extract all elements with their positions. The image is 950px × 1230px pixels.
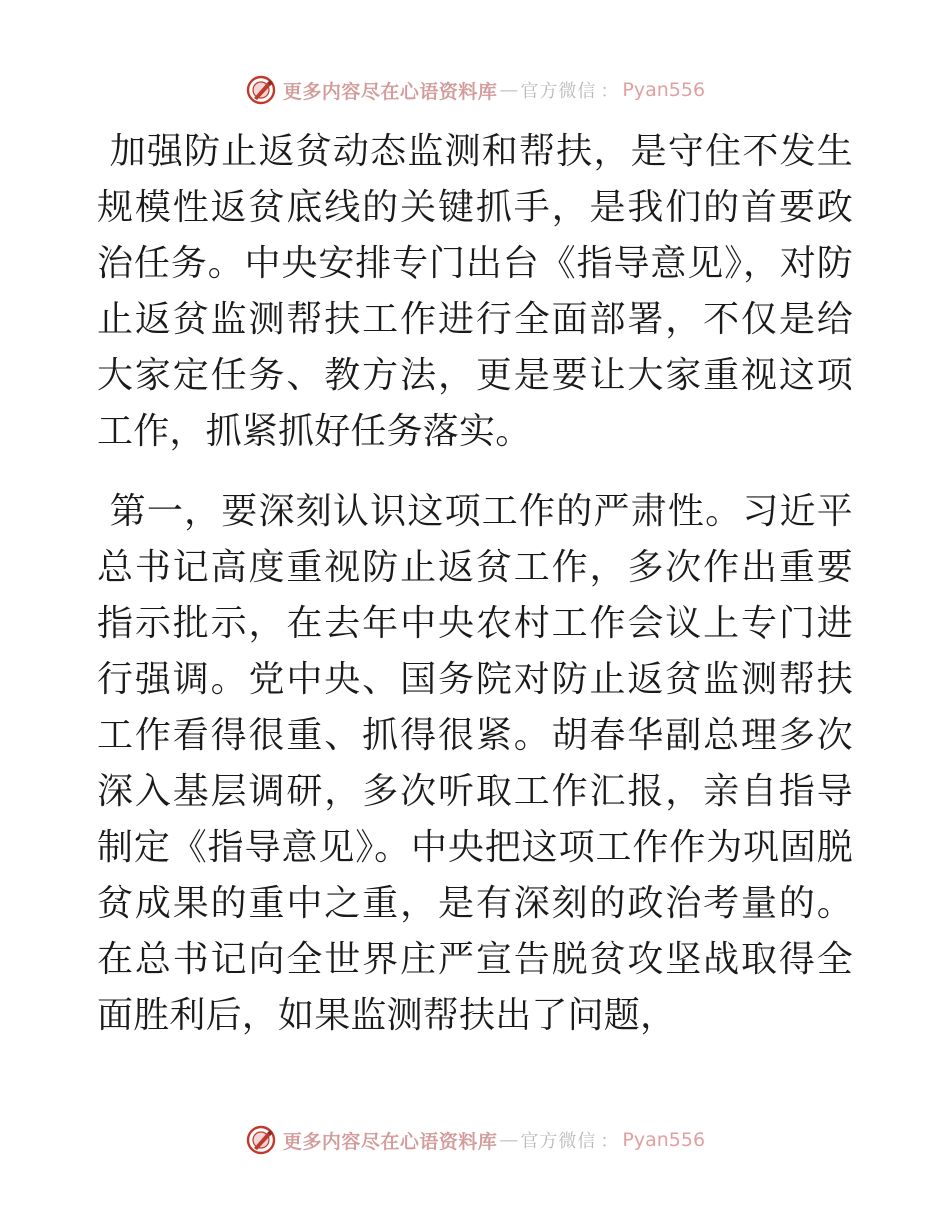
footer-official-label: 官方微信 bbox=[520, 1131, 597, 1152]
paragraph-2: 第一，要深刻认识这项工作的严肃性。习近平总书记高度重视防止返贫工作，多次作出重要指示批示，在去年中央农村工作会议上专门进行强调。党中央、国务院对防止返贫监测帮扶工作看得很重、抓得很紧。胡春华副总理多次深入基层调研，多次听取工作汇报，亲自指导制定《指导意见》。中央把这项工作作为巩固脱贫成果的重中之重，是有深刻的政治考量的。在总书记向全世界庄严宣告脱贫攻坚战取得全面胜利后，如果监测帮扶出了问题， bbox=[97, 491, 853, 1036]
header-dash: — bbox=[499, 79, 519, 101]
header-brand-text: 更多内容尽在心语资料库 bbox=[282, 80, 498, 103]
document-body bbox=[97, 124, 853, 1044]
footer-dash: — bbox=[499, 1129, 519, 1151]
paragraph-1: 加强防止返贫动态监测和帮扶，是守住不发生规模性返贫底线的关键抓手，是我们的首要政治任务。中央安排专门出台《指导意见》，对防止返贫监测帮扶工作进行全面部署，不仅是给大家定任务、教方法，更是要让大家重视这项工作，抓紧抓好任务落实。 bbox=[97, 131, 853, 452]
footer-wechat-id: Pyan556 bbox=[622, 1129, 706, 1151]
footer-watermark bbox=[0, 1120, 950, 1160]
brand-logo-icon bbox=[245, 74, 277, 106]
header-official-label: 官方微信 bbox=[520, 81, 597, 102]
footer-separator: ： bbox=[600, 1131, 619, 1152]
footer-brand-text: 更多内容尽在心语资料库 bbox=[282, 1130, 498, 1153]
header-separator: ： bbox=[600, 81, 619, 102]
header-watermark bbox=[0, 70, 950, 110]
brand-logo-icon bbox=[245, 1124, 277, 1156]
header-wechat-id: Pyan556 bbox=[622, 79, 706, 101]
